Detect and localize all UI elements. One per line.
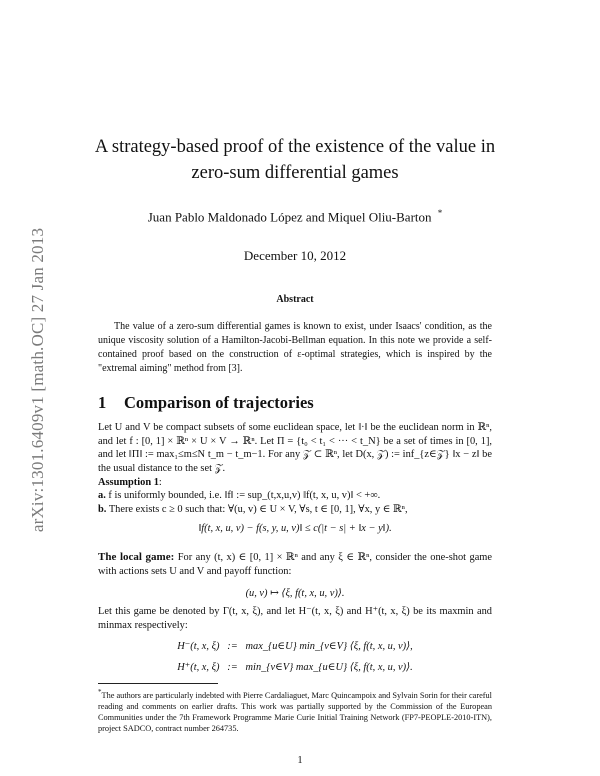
item-a-label: a. <box>98 490 106 501</box>
local-game-label: The local game: <box>98 551 175 563</box>
assumption-item-a <box>98 489 492 503</box>
assumption-item-b <box>98 503 492 517</box>
section-number: 1 <box>98 393 107 412</box>
section-title: Comparison of trajectories <box>124 393 314 412</box>
title-line-1: A strategy-based proof of the existence of the value in <box>94 137 496 157</box>
denote-paragraph: Let this game be denoted by Γ(t, x, ξ), and let H⁻(t, x, ξ) and H⁺(t, x, ξ) be its maxmin and minmax respectively: <box>98 606 492 631</box>
abstract-heading: Abstract <box>276 294 314 305</box>
paper-title <box>60 134 530 186</box>
hplus-equation: H⁺(t, x, ξ) := min_{v∈V} max_{u∈U} ⟨ξ, f(t, x, u, v)⟩. <box>177 662 413 673</box>
section-heading <box>98 393 314 413</box>
item-a-text: f is uniformly bounded, i.e. ‖f‖ := sup_(t,x,u,v) ‖f(t, x, u, v)‖ < +∞. <box>108 490 381 501</box>
paper-date: December 10, 2012 <box>243 248 347 263</box>
local-game-text: For any (t, x) ∈ [0, 1] × ℝⁿ and any ξ ∈ ℝⁿ, consider the one-shot game with actions sets U and V and payoff function: <box>98 552 493 577</box>
assumption-label: Assumption 1 <box>98 477 159 488</box>
hminus-equation: H⁻(t, x, ξ) := max_{u∈U} min_{v∈V} ⟨ξ, f(t, x, u, v)⟩, <box>177 641 413 652</box>
payoff-equation: (u, v) ↦ ⟨ξ, f(t, x, u, v)⟩. <box>245 588 345 599</box>
footnote-mark: * <box>98 688 102 696</box>
author-footnote-mark: * <box>437 208 443 218</box>
footnote-text: The authors are particularly indebted with Pierre Cardaliaguet, Marc Quincampoix and Sylvain Sorin for their careful reading and comments on earlier drafts. This work was partially supported by the Commission of the European Communities under the 7th Framework Programme Marie Curie Initial Training Network (FP7-PEOPLE-2010-ITN), project SADCO, contract number 264735. <box>98 690 492 733</box>
local-game-paragraph <box>98 551 492 578</box>
assumption-colon: : <box>158 477 162 488</box>
arxiv-sidebar <box>18 175 58 585</box>
abstract-body: The value of a zero-sum differential games is known to exist, under Isaacs' condition, as the unique viscosity solution of a Hamilton-Jacobi-Bellman equation. In this note we provide a self-contained proof based on the construction of ε-optimal strategies, which is inspired by the "extremal aiming" method from [3]. <box>98 321 492 374</box>
item-b-text: There exists c ≥ 0 such that: ∀(u, v) ∈ U × V, ∀s, t ∈ [0, 1], ∀x, y ∈ ℝⁿ, <box>108 504 408 515</box>
arxiv-identifier: arXiv:1301.6409v1 [math.OC] 27 Jan 2013 <box>28 227 47 533</box>
authors-text: Juan Pablo Maldonado López and Miquel Oliu-Barton <box>147 209 432 225</box>
footnote <box>98 687 492 734</box>
page-number: 1 <box>297 755 303 766</box>
section-paragraph-1: Let U and V be compact subsets of some euclidean space, let ‖·‖ be the euclidean norm in ℝⁿ, and let f : [0, 1] × ℝⁿ × U × V → ℝⁿ. Let Π = {t₀ < t₁ < ··· < t_N} be a set of times in [0, 1], and let ‖Π‖ := max₁≤m≤N t_m − t_m−1. For any 𝒵 ⊂ ℝⁿ, let D(x, 𝒵) := inf_{z∈𝒵} ‖x − z‖ be the usual distance to the set 𝒵. <box>98 422 492 474</box>
title-line-2: zero-sum differential games <box>191 163 399 183</box>
author-list <box>60 208 530 225</box>
footnote-rule <box>98 683 218 684</box>
item-b-label: b. <box>98 504 107 515</box>
assumption-heading <box>98 476 492 490</box>
lipschitz-equation: ‖f(t, x, u, v) − f(s, y, u, v)‖ ≤ c(|t − s| + ‖x − y‖). <box>198 523 392 534</box>
